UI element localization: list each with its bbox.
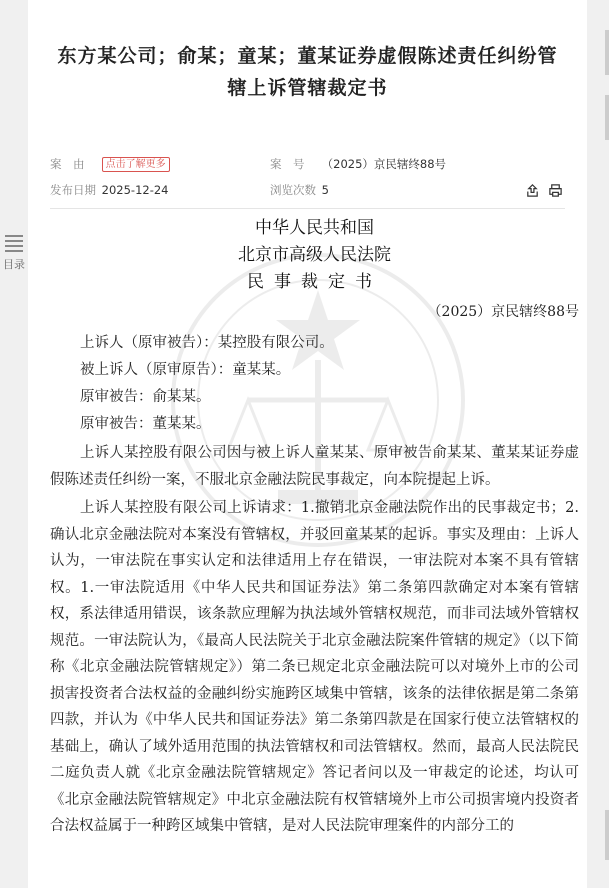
right-tab-handle[interactable] — [605, 30, 609, 75]
meta-row — [50, 154, 565, 174]
date-label: 发布日期 — [50, 183, 96, 197]
meta-row — [50, 180, 565, 200]
views-value: 5 — [321, 183, 329, 197]
meta-panel — [50, 150, 565, 209]
date-cell — [50, 180, 169, 200]
share-icon[interactable] — [525, 183, 540, 198]
page-title: 东方某公司；俞某；童某；董某证券虚假陈述责任纠纷管辖上诉管辖裁定书 — [57, 45, 558, 99]
party-line: 被上诉人（原审原告）：童某某。 — [80, 362, 291, 378]
body-paragraph: 上诉人某控股有限公司上诉请求：1.撤销北京金融法院作出的民事裁定书；2.确认北京金融法院对本案没有管辖权，并驳回童某某的起诉。事实及理由：上诉人认为，一审法院在事实认定和法律适用上存在错误，一审法院对本案不具有管辖权。1.一审法院适用《中华人民共和国证券法》第二条第四款确定对本案有管辖权，系法律适用错误，该条款应理解为执法域外管辖权规范，而非司法域外管辖权规范。一审法院认为，《最高人民法院关于北京金融法院案件管辖的规定》（以下简称《北京金融法院管辖规定》）第二条已规定北京金融法院可以对境外上市的公司损害投资者合法权益的金融纠纷实施跨区域集中管辖，该条的法律依据是第二条第四款，并认为《中华人民共和国证券法》第二条第四款是在国家行使立法管辖权的基础上，确认了域外适用范围的执法管辖权和司法管辖权。然而，最高人民法院民二庭负责人就《北京金融法院管辖规定》答记者问以及一审裁定的论述，均认可《北京金融法院管辖规定》中北京金融法院有权管辖境外上市公司损害境内投资者合法权益属于一种跨区域集中管辖，是对人民法院审理案件的内部分工的 — [50, 500, 579, 834]
court-heading: 北京市高级人民法院 — [238, 245, 391, 265]
document-body — [50, 210, 579, 840]
print-icon[interactable] — [548, 183, 563, 198]
views-label: 浏览次数 — [270, 183, 316, 197]
date-value: 2025-12-24 — [101, 183, 169, 197]
learn-more-link[interactable]: 点击了解更多 — [102, 157, 170, 172]
right-gutter — [587, 0, 609, 888]
left-gutter — [0, 0, 28, 888]
country-heading: 中华人民共和国 — [255, 218, 374, 238]
case-no-label: 案 号 — [270, 157, 305, 171]
right-tab-handle[interactable] — [605, 95, 609, 140]
party-line: 上诉人（原审被告）：某控股有限公司。 — [80, 335, 334, 351]
document-page — [28, 0, 587, 888]
party-line: 原审被告：董某某。 — [80, 416, 211, 432]
case-number: （2025）京民辖终88号 — [427, 304, 579, 320]
list-icon — [5, 235, 23, 252]
toc-button[interactable] — [0, 232, 28, 272]
body-paragraph: 上诉人某控股有限公司因与被上诉人童某某、原审被告俞某某、董某某证券虚假陈述责任纠纷一案，不服北京金融法院民事裁定，向本院提起上诉。 — [50, 445, 579, 488]
case-no-cell — [270, 154, 446, 174]
right-tab-handle[interactable] — [605, 810, 609, 860]
toc-label: 目录 — [3, 258, 25, 271]
case-no-value: （2025）京民辖终88号 — [321, 157, 447, 171]
cause-cell — [50, 154, 170, 174]
party-line: 原审被告：俞某某。 — [80, 389, 211, 405]
meta-actions — [521, 180, 563, 200]
views-cell — [270, 180, 329, 200]
cause-label: 案 由 — [50, 157, 85, 171]
doc-type-heading: 民事裁定书 — [247, 272, 382, 292]
